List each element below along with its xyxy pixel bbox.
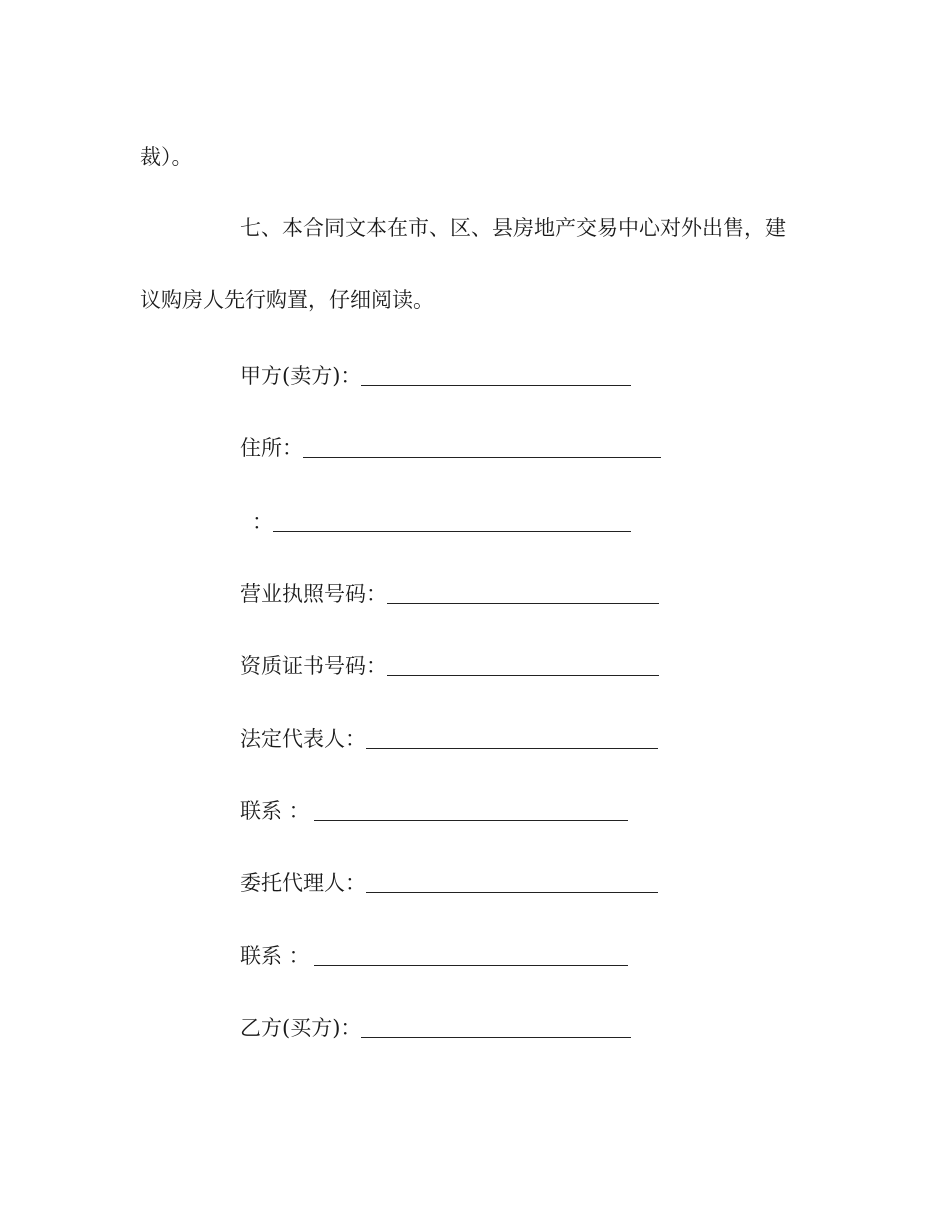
contact-field <box>240 797 628 825</box>
contact-field <box>240 942 628 970</box>
fill-in-blank[interactable] <box>387 653 659 676</box>
fill-in-blank[interactable] <box>314 798 628 821</box>
fill-in-blank[interactable] <box>273 509 631 532</box>
field-label: ： <box>252 510 273 534</box>
fill-in-blank[interactable] <box>366 870 658 893</box>
fill-in-blank[interactable] <box>361 363 631 386</box>
legal-rep-field <box>240 725 658 753</box>
field-label: 联系 ： <box>240 944 310 968</box>
field-label: 委托代理人： <box>240 871 366 895</box>
field-label: 资质证书号码： <box>240 654 387 678</box>
qualification-cert-field <box>240 652 659 680</box>
fill-in-blank[interactable] <box>361 1015 631 1038</box>
agent-field <box>240 869 658 897</box>
fill-in-blank[interactable] <box>366 726 658 749</box>
fill-in-blank[interactable] <box>303 435 661 458</box>
paragraph-line: 七、本合同文本在市、区、县房地产交易中心对外出售，建 <box>240 216 786 240</box>
address-field <box>240 434 661 462</box>
field-label: 住所： <box>240 436 303 460</box>
buyer-field <box>240 1014 631 1042</box>
field-label: 联系 ： <box>240 799 310 823</box>
fill-in-blank[interactable] <box>387 581 659 604</box>
seller-field <box>240 362 631 390</box>
paragraph-line: 议购房人先行购置，仔细阅读。 <box>140 288 434 312</box>
field-label: 法定代表人： <box>240 727 366 751</box>
paragraph-line: 裁）。 <box>140 145 193 169</box>
business-license-field <box>240 580 659 608</box>
field-label: 营业执照号码： <box>240 582 387 606</box>
fill-in-blank[interactable] <box>314 943 628 966</box>
unlabeled-field <box>252 508 631 536</box>
field-label: 乙方(买方)： <box>240 1016 362 1040</box>
field-label: 甲方(卖方)： <box>240 364 362 388</box>
